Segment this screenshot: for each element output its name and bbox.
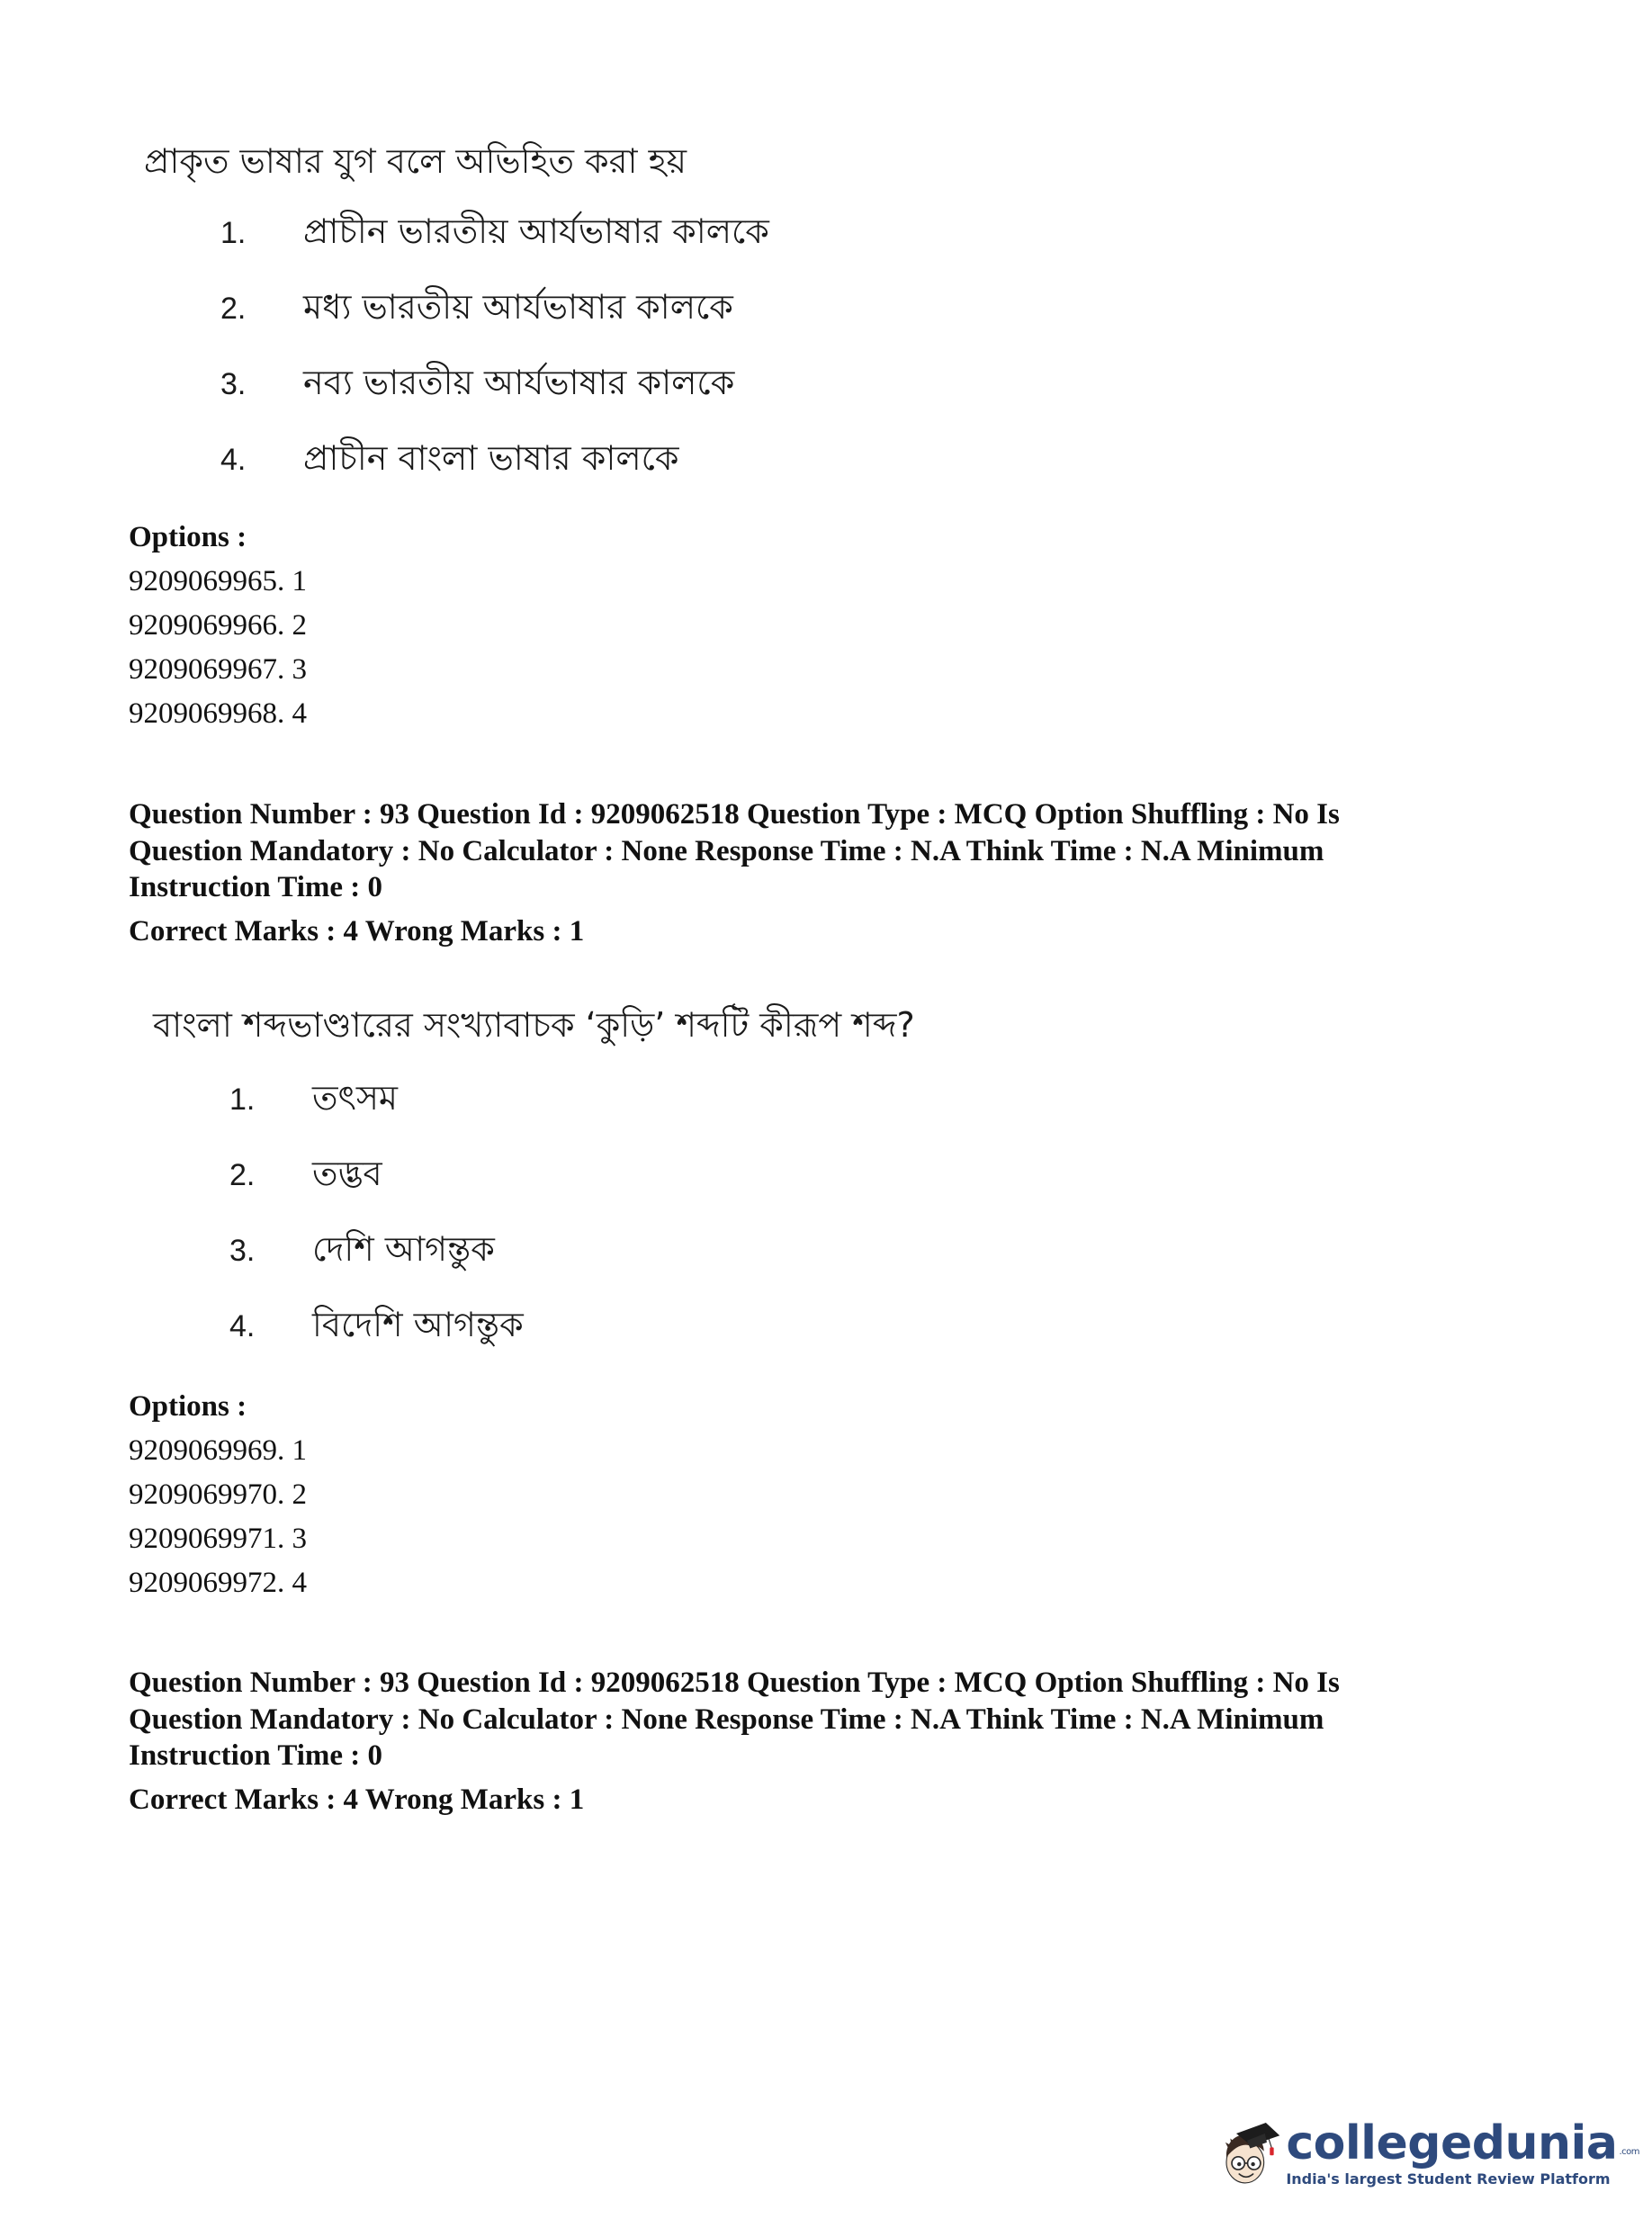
choice-text: প্রাচীন বাংলা ভাষার কালকে (303, 438, 679, 478)
question-1-choices (220, 193, 1624, 496)
option-id-row: 9209069969. 1 (129, 1434, 307, 1467)
choice-number: 2. (229, 1158, 256, 1192)
brand-suffix: .com (1619, 2147, 1639, 2157)
question-1-choice-3 (220, 345, 1624, 420)
choice-number: 3. (220, 367, 247, 401)
question-marks: Correct Marks : 4 Wrong Marks : 1 (129, 914, 585, 948)
question-marks: Correct Marks : 4 Wrong Marks : 1 (129, 1783, 585, 1816)
question-2-choice-2 (229, 1136, 1633, 1211)
choice-text: দেশি আগন্তুক (312, 1229, 495, 1269)
option-id-row: 9209069965. 1 (129, 565, 307, 597)
logo-text (1286, 2117, 1639, 2189)
choice-number: 3. (229, 1234, 256, 1268)
brand-tagline: India's largest Student Review Platform (1286, 2170, 1611, 2188)
question-1-choice-1 (220, 193, 1624, 269)
choice-number: 4. (220, 443, 247, 477)
mascot-icon (1217, 2090, 1280, 2216)
options-block-2 (129, 1385, 1532, 1605)
options-label: Options : (129, 521, 247, 553)
question-2-choice-3 (229, 1211, 1633, 1287)
question-2-text: বাংলা শব্দভাণ্ডারের সংখ্যাবাচক ‘কুড়ি’ শব্দটি কীরূপ শব্দ? (153, 1005, 915, 1045)
question-meta-2 (129, 1665, 1532, 1818)
brand-name: collegedunia $^{.com}$ (1286, 2116, 1639, 2170)
option-id-row: 9209069966. 2 (129, 609, 307, 642)
option-id-row: 9209069972. 4 (129, 1567, 307, 1599)
question-meta-1 (129, 796, 1532, 949)
choice-number: 4. (229, 1309, 256, 1343)
choice-text: তৎসম (312, 1078, 399, 1118)
question-1-text: প্রাকৃত ভাষার যুগ বলে অভিহিত করা হয় (144, 141, 687, 181)
question-1-choice-2 (220, 269, 1624, 345)
option-id-row: 9209069970. 2 (129, 1478, 307, 1511)
question-details: Question Number : 93 Question Id : 9209062518 Question Type : MCQ Option Shuffling : No Is Question Mandatory : No Calculator : None Response Time : N.A Think Time : N.A Minimum Instruction Time : 0 (129, 798, 1340, 903)
options-label: Options : (129, 1390, 247, 1423)
choice-text: নব্য ভারতীয় আর্যভাষার কালকে (303, 363, 735, 402)
choice-text: তদ্ভব (312, 1154, 382, 1193)
question-2-image-text (153, 999, 1557, 1056)
question-2-choice-4 (229, 1287, 1633, 1362)
question-1-image-text (144, 135, 1548, 193)
question-details: Question Number : 93 Question Id : 9209062518 Question Type : MCQ Option Shuffling : No Is Question Mandatory : No Calculator : None Response Time : N.A Think Time : N.A Minimum Instruction Time : 0 (129, 1667, 1340, 1772)
option-id-row: 9209069967. 3 (129, 653, 307, 686)
choice-number: 1. (229, 1083, 256, 1117)
choice-text: বিদেশি আগন্তুক (312, 1305, 524, 1344)
options-block-1 (129, 516, 1532, 736)
collegedunia-logo (1217, 2086, 1639, 2221)
question-2-choice-1 (229, 1060, 1633, 1136)
choice-number: 1. (220, 216, 247, 250)
option-id-row: 9209069971. 3 (129, 1523, 307, 1555)
question-1-choice-4 (220, 420, 1624, 496)
option-id-row: 9209069968. 4 (129, 697, 307, 730)
choice-text: মধ্য ভারতীয় আর্যভাষার কালকে (303, 287, 733, 327)
question-2-choices (229, 1060, 1633, 1362)
choice-text: প্রাচীন ভারতীয় আর্যভাষার কালকে (303, 211, 769, 251)
choice-number: 2. (220, 292, 247, 326)
